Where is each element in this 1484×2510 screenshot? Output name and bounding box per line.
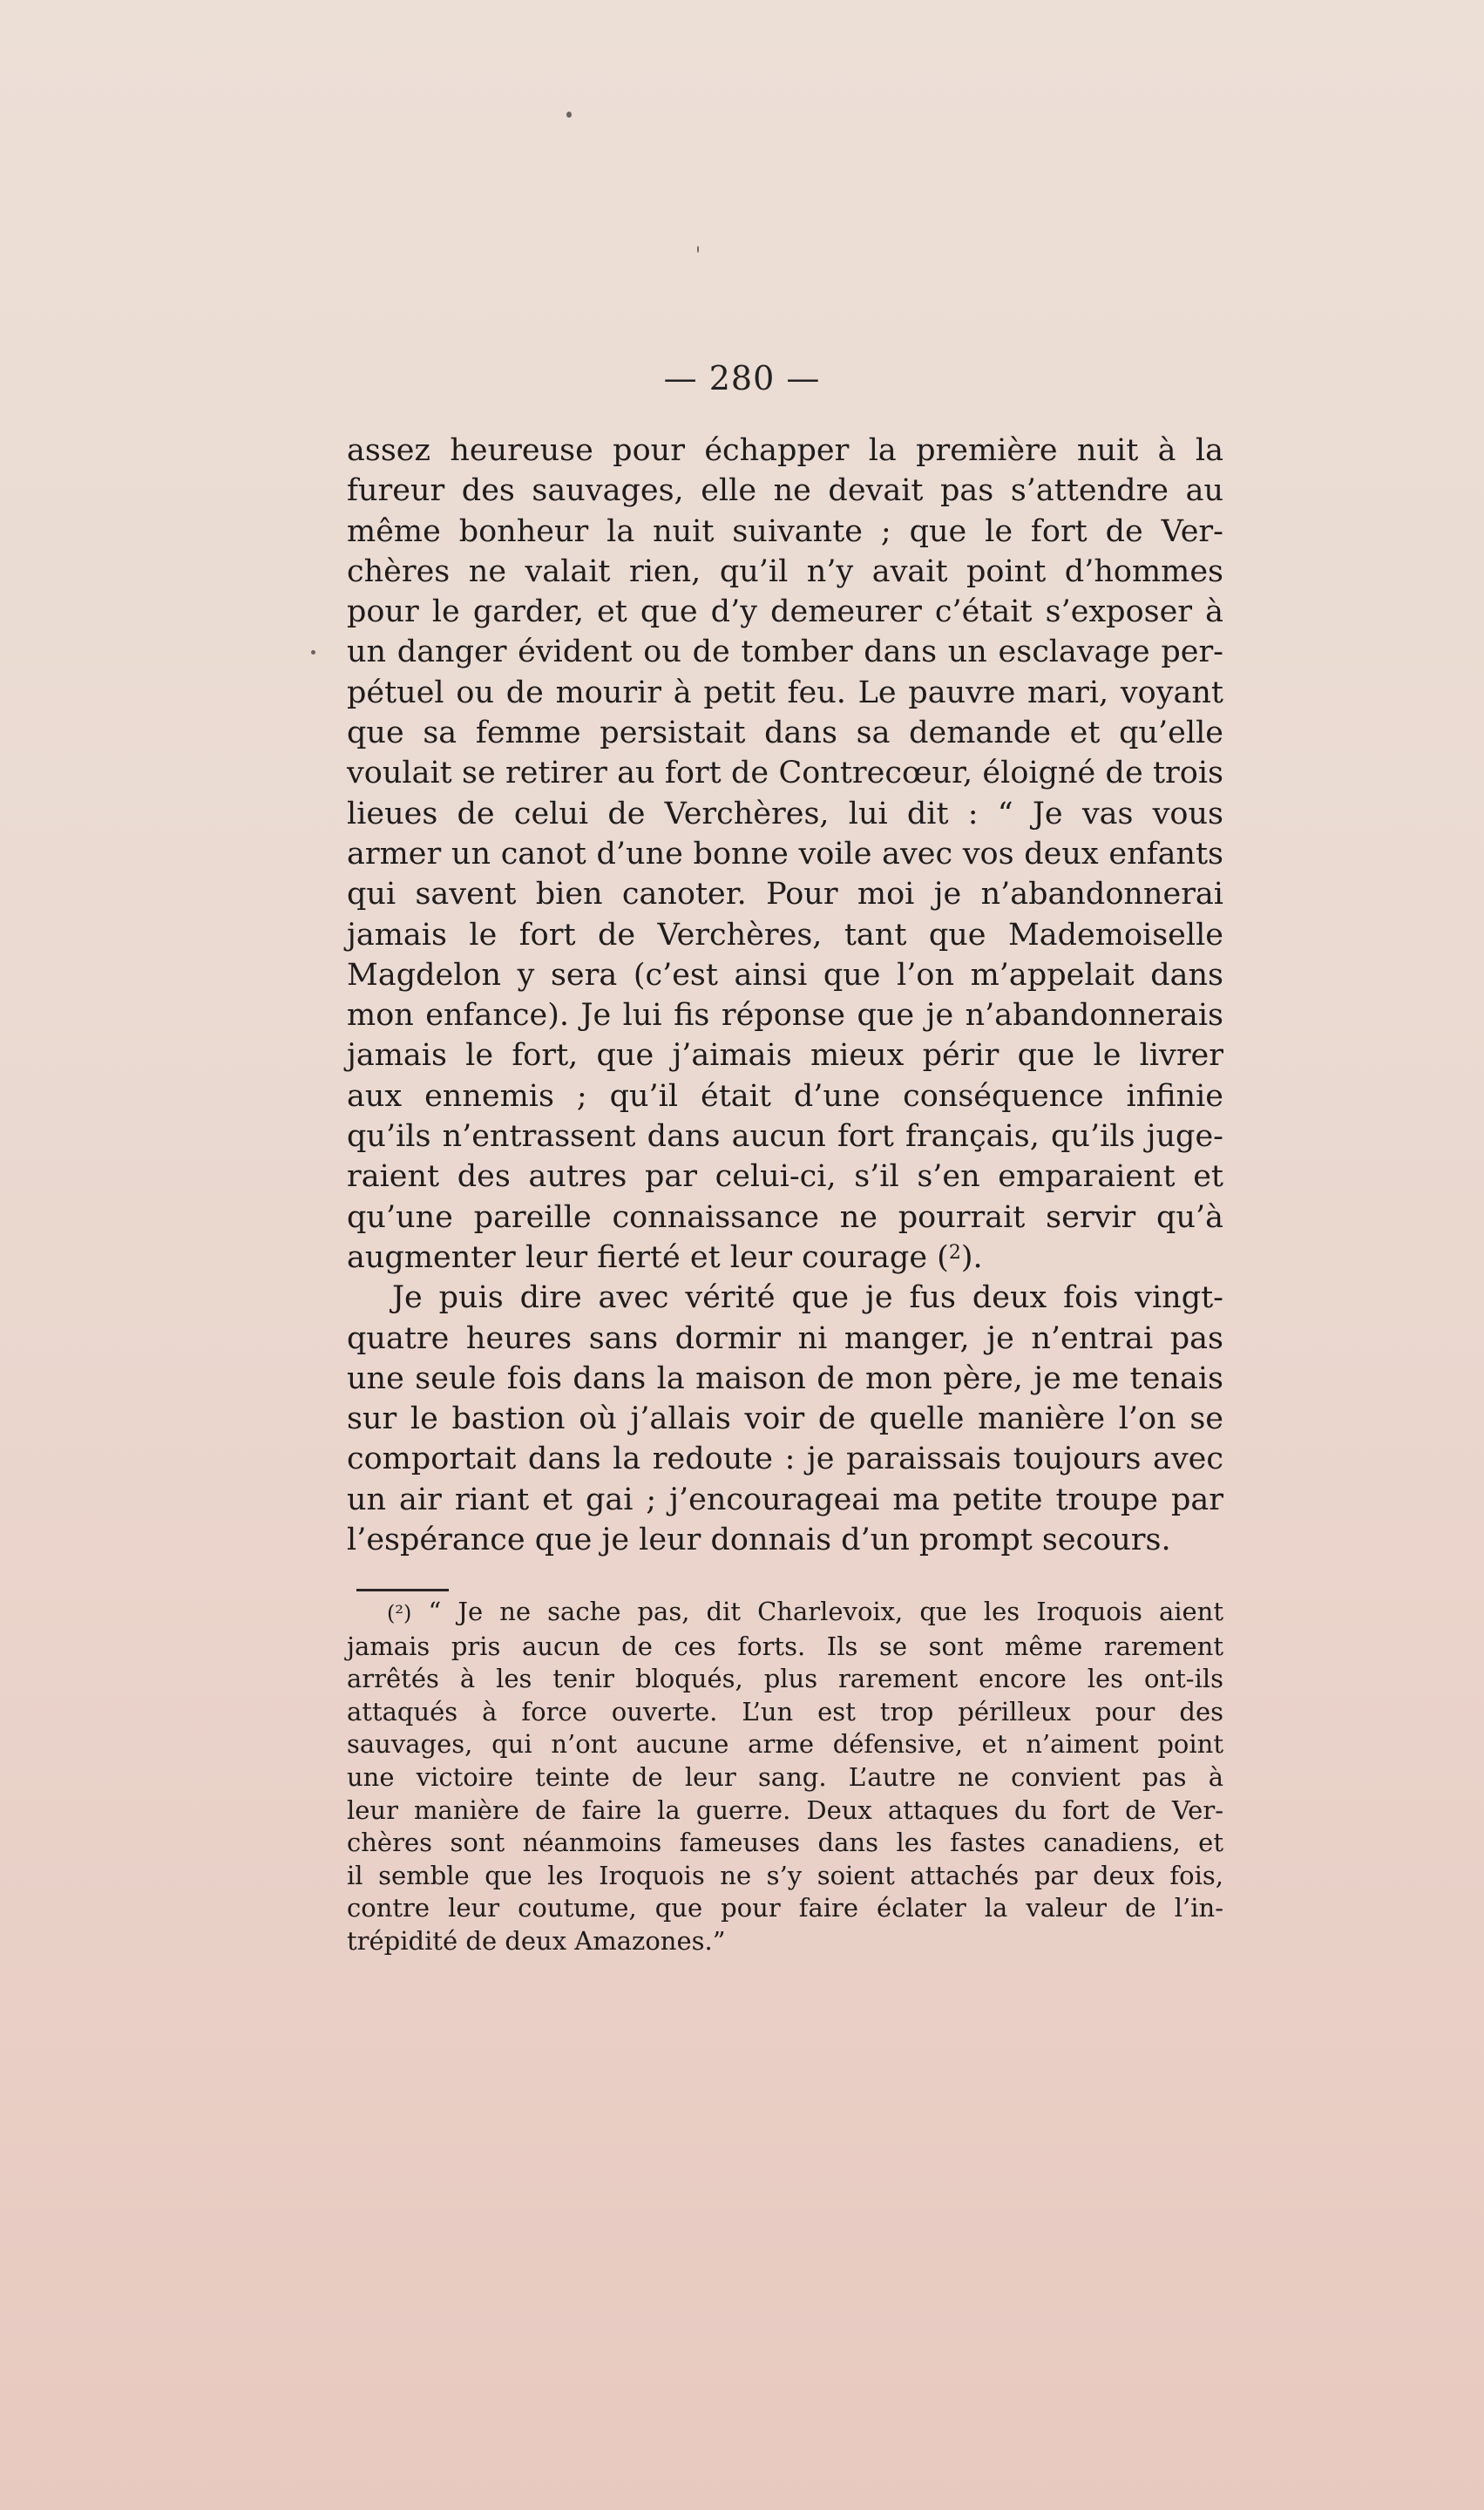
text-line: une seule fois dans la maison de mon père, je me tenais [347, 1360, 1223, 1396]
text-fragment: “ Je ne sache pas, dit Charlevoix, que les Iroquois aient [428, 1597, 1224, 1626]
text-line: même bonheur la nuit suivante ; que le fort de Ver- [347, 513, 1223, 549]
text-line: raient des autres par celui-ci, s’il s’en emparaient et [347, 1159, 1223, 1195]
text-line: pour le garder, et que d’y demeurer c’était s’exposer à [347, 594, 1223, 630]
footnote-line [347, 1596, 1223, 1631]
ink-speck [311, 650, 315, 655]
footnote-line: arrêtés à les tenir bloqués, plus rarement encore les ont-ils [347, 1664, 1223, 1694]
text-line: fureur des sauvages, elle ne devait pas s’attendre au [347, 473, 1223, 509]
footnote-line: une victoire teinte de leur sang. L’autre ne convient pas à [347, 1761, 1223, 1792]
text-line: assez heureuse pour échapper la première nuit à la [347, 433, 1223, 468]
text-line: Magdelon y sera (c’est ainsi que l’on m’appelait dans [347, 957, 1223, 993]
text-line: jamais le fort de Verchères, tant que Mademoiselle [347, 917, 1223, 953]
text-line: comportait dans la redoute : je paraissais toujours avec [347, 1442, 1223, 1477]
footnote-line: leur manière de faire la guerre. Deux attaques du fort de Ver- [347, 1794, 1223, 1825]
text-fragment: ). [960, 1239, 983, 1275]
text-line: jamais le fort, que j’aimais mieux périr que le livrer [347, 1038, 1223, 1074]
footnote-reference: 2 [948, 1241, 961, 1264]
footnote-line: trépidité de deux Amazones.” [347, 1925, 726, 1956]
text-line: que sa femme persistait dans sa demande et qu’elle [347, 716, 1223, 751]
text-line: voulait se retirer au fort de Contrecœur, éloigné de trois [347, 756, 1223, 791]
text-line: qu’ils n’entrassent dans aucun fort français, qu’ils juge- [347, 1119, 1223, 1155]
text-line: lieues de celui de Verchères, lui dit : “ Je vas vous [347, 796, 1223, 831]
text-line: l’espérance que je leur donnais d’un prompt secours. [347, 1523, 1171, 1558]
body-text [347, 431, 1223, 1560]
text-line: aux ennemis ; qu’il était d’une conséquence infinie [347, 1078, 1223, 1114]
text-line: qui savent bien canoter. Pour moi je n’abandonnerai [347, 877, 1223, 912]
text-line: un danger évident ou de tomber dans un esclavage per- [347, 634, 1223, 670]
text-line: mon enfance). Je lui fis réponse que je n’abandonnerais [347, 998, 1223, 1034]
footnote-marker: (²) [387, 1601, 412, 1625]
footnote-line: contre leur coutume, que pour faire éclater la valeur de l’in- [347, 1893, 1223, 1923]
footnote-line: chères sont néanmoins fameuses dans les fastes canadiens, et [347, 1828, 1223, 1858]
text-line [347, 1238, 1223, 1278]
text-fragment: augmenter leur fierté et leur courage ( [347, 1239, 949, 1275]
text-line: chères ne valait rien, qu’il n’y avait point d’hommes [347, 553, 1223, 589]
page-number: — 280 — [663, 359, 821, 397]
ink-speck [697, 246, 699, 253]
footnote-line: jamais pris aucun de ces forts. Ils se sont même rarement [347, 1631, 1223, 1661]
text-line: sur le bastion où j’allais voir de quelle manière l’on se [347, 1401, 1223, 1437]
text-line: qu’une pareille connaissance ne pourrait servir qu’à [347, 1199, 1223, 1235]
text-line: un air riant et gai ; j’encourageai ma petite troupe par [347, 1482, 1223, 1517]
footnote-line: il semble que les Iroquois ne s’y soient attachés par deux fois, [347, 1860, 1223, 1890]
ink-speck [566, 112, 572, 118]
footnote-divider [356, 1589, 449, 1591]
footnote [347, 1596, 1223, 1958]
text-line: Je puis dire avec vérité que je fus deux fois vingt- [392, 1280, 1223, 1316]
footnote-line: sauvages, qui n’ont aucune arme défensive, et n’aiment point [347, 1729, 1223, 1760]
footnote-line: attaqués à force ouverte. L’un est trop périlleux pour des [347, 1696, 1223, 1726]
text-line: quatre heures sans dormir ni manger, je n’entrai pas [347, 1320, 1223, 1356]
text-line: armer un canot d’une bonne voile avec vos deux enfants [347, 836, 1223, 872]
text-line: pétuel ou de mourir à petit feu. Le pauvre mari, voyant [347, 675, 1223, 710]
